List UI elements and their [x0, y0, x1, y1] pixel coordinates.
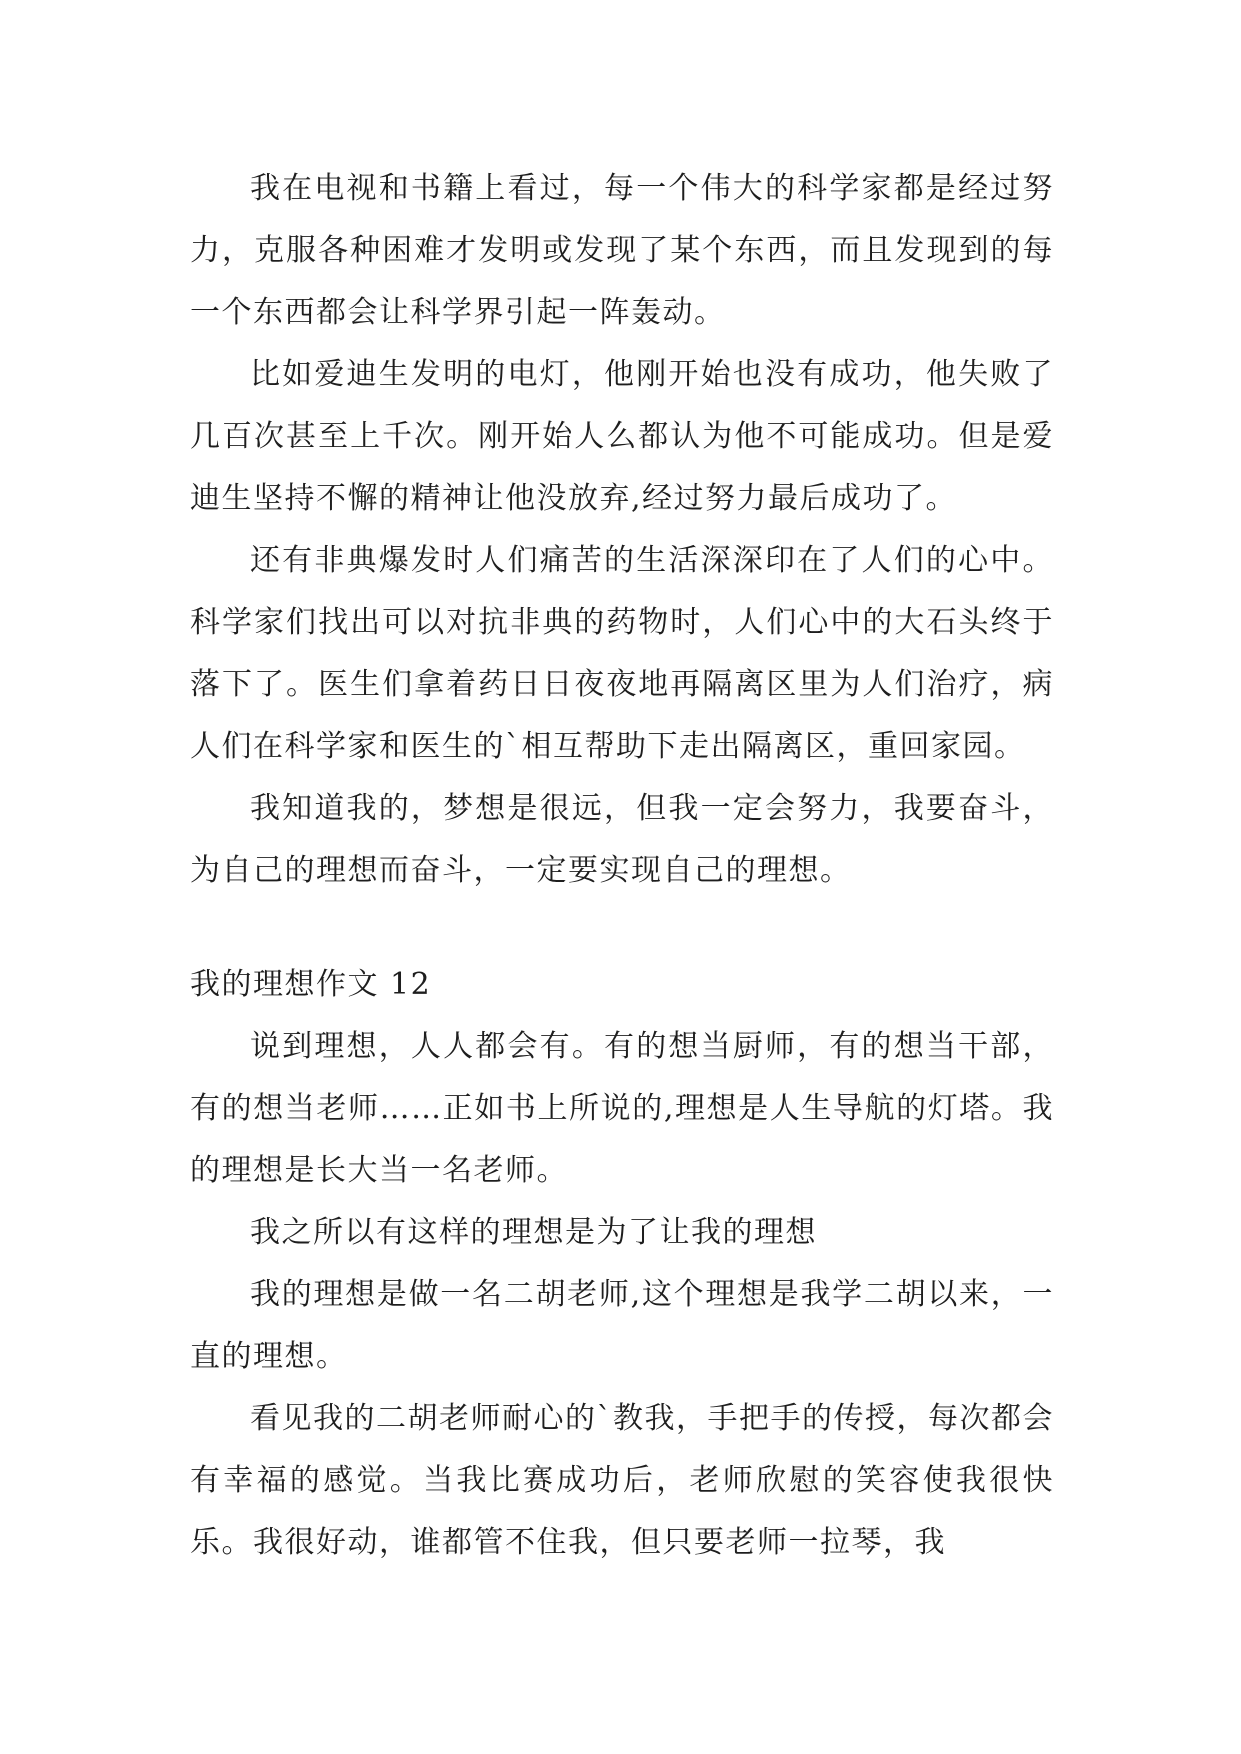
paragraph: 我知道我的，梦想是很远，但我一定会努力，我要奋斗，为自己的理想而奋斗，一定要实现自己的理想。: [190, 791, 1054, 888]
document-body: [190, 158, 1054, 1574]
section-spacer: [190, 902, 1054, 954]
paragraph: 说到理想，人人都会有。有的想当厨师，有的想当干部，有的想当老师……正如书上所说的,理想是人生导航的灯塔。我的理想是长大当一名老师。: [190, 1029, 1054, 1188]
paragraph: 看见我的二胡老师耐心的`教我，手把手的传授，每次都会有幸福的感觉。当我比赛成功后，老师欣慰的笑容使我很快乐。我很好动，谁都管不住我，但只要老师一拉琴，我: [190, 1401, 1054, 1560]
paragraph: 我在电视和书籍上看过，每一个伟大的科学家都是经过努力，克服各种困难才发明或发现了某个东西，而且发现到的每一个东西都会让科学界引起一阵轰动。: [190, 171, 1054, 330]
paragraph: 还有非典爆发时人们痛苦的生活深深印在了人们的心中。科学家们找出可以对抗非典的药物时，人们心中的大石头终于落下了。医生们拿着药日日夜夜地再隔离区里为人们治疗，病人们在科学家和医生的`相互帮助下走出隔离区，重回家园。: [190, 543, 1054, 764]
paragraph: 比如爱迪生发明的电灯，他刚开始也没有成功，他失败了几百次甚至上千次。刚开始人么都认为他不可能成功。但是爱迪生坚持不懈的精神让他没放弃,经过努力最后成功了。: [190, 357, 1054, 516]
paragraph: 我的理想是做一名二胡老师,这个理想是我学二胡以来，一直的理想。: [190, 1277, 1054, 1374]
section-title: 我的理想作文 12: [190, 967, 432, 1002]
paragraph: 我之所以有这样的理想是为了让我的理想: [250, 1215, 817, 1250]
